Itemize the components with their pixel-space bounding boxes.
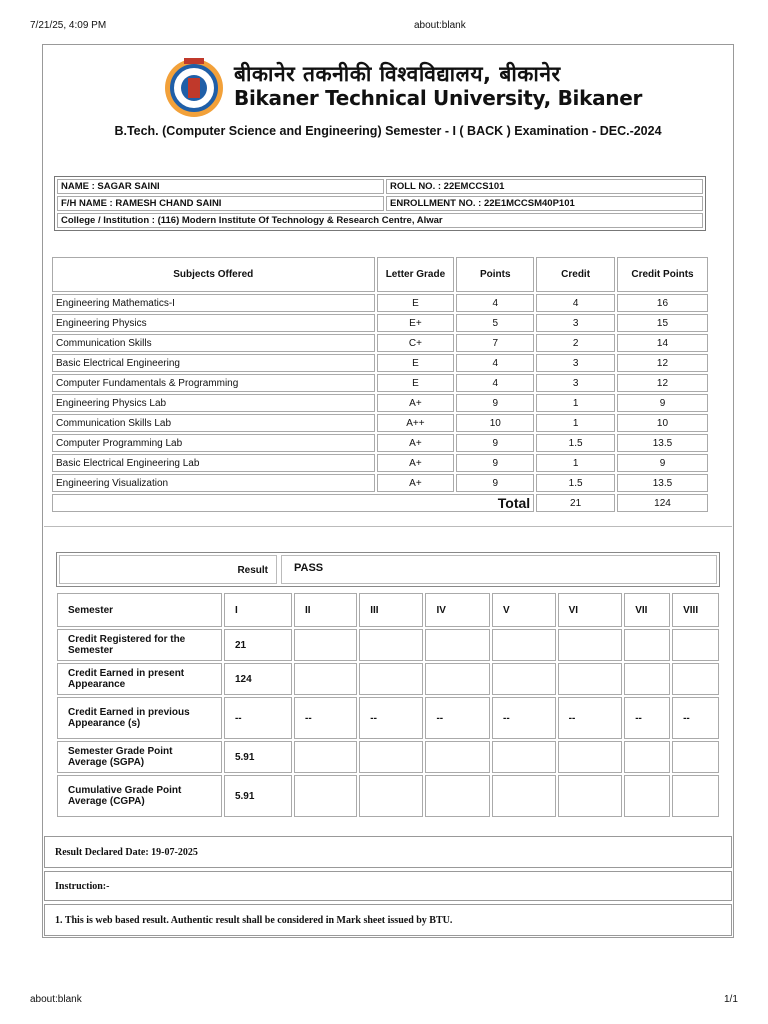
print-datetime: 7/21/25, 4:09 PM bbox=[30, 20, 107, 31]
header-credit-points: Credit Points bbox=[617, 257, 708, 292]
semester-value-cell bbox=[294, 629, 357, 661]
marks-header-row bbox=[52, 257, 708, 292]
semester-value-cell: -- bbox=[425, 697, 490, 739]
marks-table bbox=[50, 255, 710, 514]
letter-grade: A+ bbox=[377, 454, 455, 472]
subject-name: Communication Skills bbox=[52, 334, 375, 352]
semester-column-header: I bbox=[224, 593, 292, 627]
letter-grade: C+ bbox=[377, 334, 455, 352]
header-subject: Subjects Offered bbox=[52, 257, 375, 292]
semester-data-row bbox=[57, 775, 719, 817]
semester-value-cell bbox=[624, 629, 670, 661]
semester-value-cell bbox=[425, 741, 490, 773]
subject-credit-points: 15 bbox=[617, 314, 708, 332]
subject-row bbox=[52, 474, 708, 492]
semester-value-cell bbox=[672, 775, 719, 817]
semester-value-cell bbox=[558, 741, 623, 773]
university-logo bbox=[160, 56, 228, 120]
header-credit: Credit bbox=[536, 257, 615, 292]
grade-points: 4 bbox=[456, 354, 534, 372]
print-page-number: 1/1 bbox=[724, 994, 738, 1005]
semester-header-row bbox=[57, 593, 719, 627]
subject-name: Engineering Physics Lab bbox=[52, 394, 375, 412]
subject-credit-points: 12 bbox=[617, 374, 708, 392]
header-points: Points bbox=[456, 257, 534, 292]
semester-value-cell bbox=[492, 775, 556, 817]
semester-value-cell bbox=[425, 775, 490, 817]
grade-points: 5 bbox=[456, 314, 534, 332]
instruction-label: Instruction:- bbox=[44, 871, 732, 901]
subject-name: Communication Skills Lab bbox=[52, 414, 375, 432]
subject-credit: 1 bbox=[536, 394, 615, 412]
semester-column-header: VI bbox=[558, 593, 623, 627]
subject-credit: 3 bbox=[536, 314, 615, 332]
subject-name: Computer Programming Lab bbox=[52, 434, 375, 452]
subject-name: Engineering Mathematics-I bbox=[52, 294, 375, 312]
student-info-table bbox=[54, 176, 706, 231]
grade-points: 7 bbox=[456, 334, 534, 352]
result-declared-date: Result Declared Date: 19-07-2025 bbox=[44, 836, 732, 868]
letter-grade: A++ bbox=[377, 414, 455, 432]
roll-number: ROLL NO. : 22EMCCS101 bbox=[386, 179, 703, 194]
student-name: NAME : SAGAR SAINI bbox=[57, 179, 384, 194]
result-box bbox=[56, 552, 720, 587]
semester-data-row bbox=[57, 629, 719, 661]
semester-column-header: III bbox=[359, 593, 423, 627]
semester-value-cell bbox=[558, 663, 623, 695]
semester-value-cell: -- bbox=[359, 697, 423, 739]
total-row bbox=[52, 494, 708, 512]
subject-credit: 1.5 bbox=[536, 474, 615, 492]
semester-column-header: V bbox=[492, 593, 556, 627]
subject-name: Engineering Physics bbox=[52, 314, 375, 332]
semester-row-label: Cumulative Grade Point Average (CGPA) bbox=[57, 775, 222, 817]
semester-value-cell bbox=[425, 629, 490, 661]
semester-value-cell bbox=[558, 775, 623, 817]
letter-grade: A+ bbox=[377, 394, 455, 412]
semester-value-cell bbox=[359, 775, 423, 817]
semester-value-cell: -- bbox=[672, 697, 719, 739]
university-name-english: Bikaner Technical University, Bikaner bbox=[234, 86, 643, 110]
subject-row bbox=[52, 454, 708, 472]
semester-value-cell bbox=[294, 741, 357, 773]
semester-value-cell: -- bbox=[492, 697, 556, 739]
subject-row bbox=[52, 374, 708, 392]
total-label: Total bbox=[52, 494, 534, 512]
enrollment-number: ENROLLMENT NO. : 22E1MCCSM40P101 bbox=[386, 196, 703, 211]
logo-top-band bbox=[184, 58, 204, 64]
subject-credit-points: 12 bbox=[617, 354, 708, 372]
semester-column-header: II bbox=[294, 593, 357, 627]
subject-row bbox=[52, 294, 708, 312]
subject-row bbox=[52, 414, 708, 432]
semester-value-cell bbox=[425, 663, 490, 695]
subject-credit-points: 16 bbox=[617, 294, 708, 312]
semester-value-cell bbox=[294, 775, 357, 817]
print-page-title: about:blank bbox=[414, 20, 466, 31]
letter-grade: E bbox=[377, 374, 455, 392]
college-name: College / Institution : (116) Modern Institute Of Technology & Research Centre, Alwar bbox=[57, 213, 703, 228]
subject-name: Engineering Visualization bbox=[52, 474, 375, 492]
semester-row-label: Credit Registered for the Semester bbox=[57, 629, 222, 661]
subject-row bbox=[52, 394, 708, 412]
semester-value-cell bbox=[359, 629, 423, 661]
subject-credit-points: 9 bbox=[617, 394, 708, 412]
instruction-text: 1. This is web based result. Authentic result shall be considered in Mark sheet issued by BTU. bbox=[44, 904, 732, 936]
semester-value-cell bbox=[359, 741, 423, 773]
grade-points: 9 bbox=[456, 454, 534, 472]
letter-grade: E bbox=[377, 354, 455, 372]
grade-points: 4 bbox=[456, 374, 534, 392]
subject-name: Basic Electrical Engineering bbox=[52, 354, 375, 372]
semester-value-cell bbox=[294, 663, 357, 695]
semester-value-cell: -- bbox=[224, 697, 292, 739]
semester-column-header: VIII bbox=[672, 593, 719, 627]
semester-column-header: IV bbox=[425, 593, 490, 627]
semester-header-label: Semester bbox=[57, 593, 222, 627]
subject-credit-points: 14 bbox=[617, 334, 708, 352]
subject-credit: 3 bbox=[536, 374, 615, 392]
subject-credit-points: 10 bbox=[617, 414, 708, 432]
semester-column-header: VII bbox=[624, 593, 670, 627]
semester-value-cell bbox=[624, 741, 670, 773]
result-value: PASS bbox=[281, 555, 717, 584]
letter-grade: A+ bbox=[377, 474, 455, 492]
letter-grade: E+ bbox=[377, 314, 455, 332]
university-name-hindi: बीकानेर तकनीकी विश्वविद्यालय, बीकानेर bbox=[234, 62, 561, 86]
section-divider bbox=[44, 526, 732, 527]
semester-value-cell bbox=[672, 741, 719, 773]
grade-points: 10 bbox=[456, 414, 534, 432]
subject-credit: 3 bbox=[536, 354, 615, 372]
letter-grade: A+ bbox=[377, 434, 455, 452]
subject-credit: 1.5 bbox=[536, 434, 615, 452]
subject-credit-points: 13.5 bbox=[617, 434, 708, 452]
semester-data-row bbox=[57, 697, 719, 739]
total-credit-points: 124 bbox=[617, 494, 708, 512]
grade-points: 9 bbox=[456, 394, 534, 412]
semester-data-row bbox=[57, 741, 719, 773]
result-label: Result bbox=[59, 555, 277, 584]
exam-title: B.Tech. (Computer Science and Engineering) Semester - I ( BACK ) Examination - DEC.-2024 bbox=[114, 124, 662, 138]
grade-points: 9 bbox=[456, 474, 534, 492]
subject-credit-points: 13.5 bbox=[617, 474, 708, 492]
semester-value-cell: 5.91 bbox=[224, 741, 292, 773]
header-grade: Letter Grade bbox=[377, 257, 455, 292]
subject-row bbox=[52, 334, 708, 352]
subject-row bbox=[52, 434, 708, 452]
total-credit: 21 bbox=[536, 494, 615, 512]
semester-row-label: Semester Grade Point Average (SGPA) bbox=[57, 741, 222, 773]
subject-row bbox=[52, 314, 708, 332]
subject-credit-points: 9 bbox=[617, 454, 708, 472]
semester-value-cell bbox=[558, 629, 623, 661]
grade-points: 9 bbox=[456, 434, 534, 452]
semester-value-cell: -- bbox=[558, 697, 623, 739]
semester-value-cell: -- bbox=[624, 697, 670, 739]
subject-name: Computer Fundamentals & Programming bbox=[52, 374, 375, 392]
logo-emblem bbox=[188, 78, 200, 98]
semester-value-cell: 124 bbox=[224, 663, 292, 695]
subject-credit: 1 bbox=[536, 414, 615, 432]
semester-table bbox=[55, 591, 721, 819]
letter-grade: E bbox=[377, 294, 455, 312]
semester-value-cell bbox=[359, 663, 423, 695]
semester-row-label: Credit Earned in present Appearance bbox=[57, 663, 222, 695]
semester-value-cell: 21 bbox=[224, 629, 292, 661]
semester-value-cell: -- bbox=[294, 697, 357, 739]
subject-credit: 2 bbox=[536, 334, 615, 352]
print-footer-url: about:blank bbox=[30, 994, 82, 1005]
semester-value-cell: 5.91 bbox=[224, 775, 292, 817]
semester-value-cell bbox=[624, 775, 670, 817]
semester-value-cell bbox=[492, 629, 556, 661]
subject-credit: 1 bbox=[536, 454, 615, 472]
semester-row-label: Credit Earned in previous Appearance (s) bbox=[57, 697, 222, 739]
subject-credit: 4 bbox=[536, 294, 615, 312]
subject-row bbox=[52, 354, 708, 372]
subject-name: Basic Electrical Engineering Lab bbox=[52, 454, 375, 472]
father-name: F/H NAME : RAMESH CHAND SAINI bbox=[57, 196, 384, 211]
semester-value-cell bbox=[672, 663, 719, 695]
semester-data-row bbox=[57, 663, 719, 695]
semester-value-cell bbox=[492, 741, 556, 773]
semester-value-cell bbox=[492, 663, 556, 695]
semester-value-cell bbox=[624, 663, 670, 695]
grade-points: 4 bbox=[456, 294, 534, 312]
semester-value-cell bbox=[672, 629, 719, 661]
